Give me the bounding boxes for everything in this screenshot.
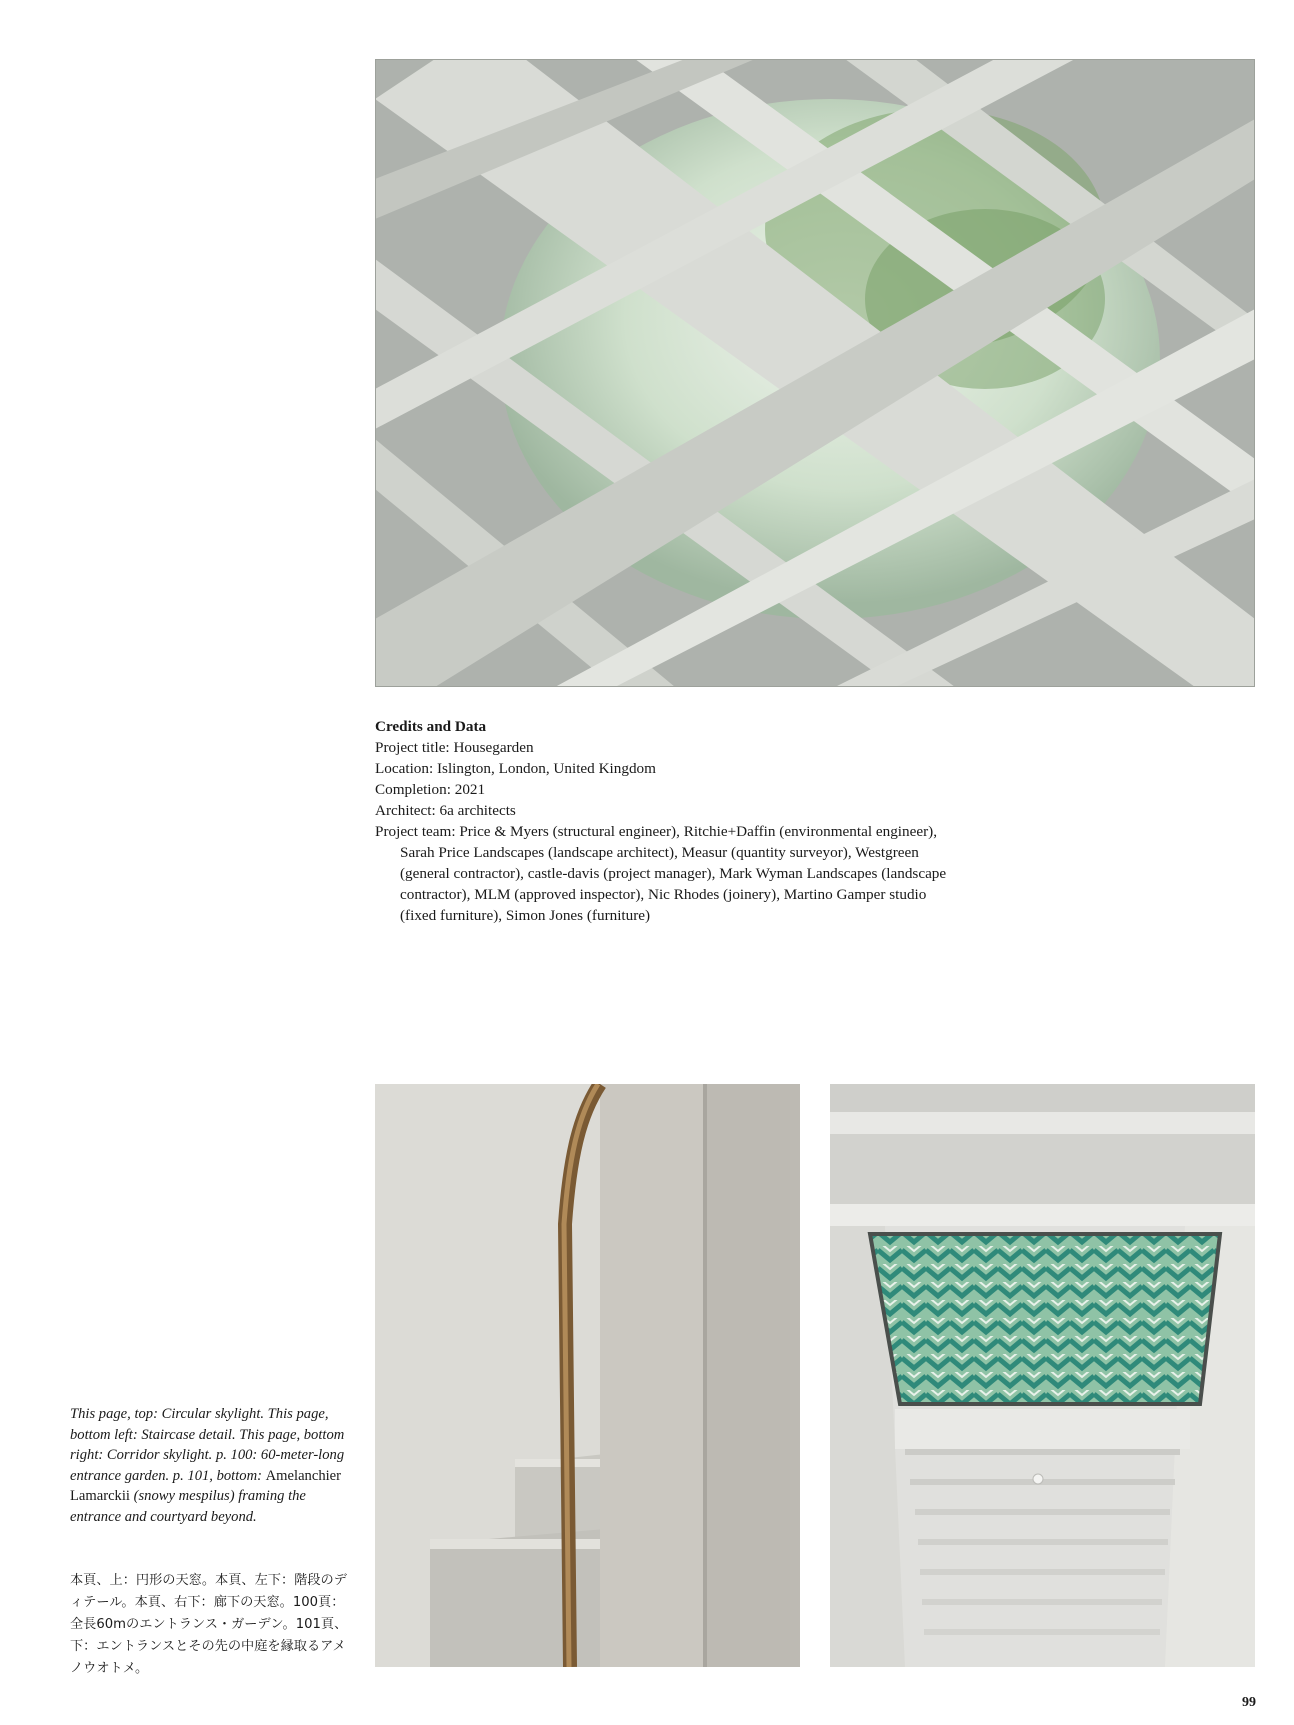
credits-architect: Architect: 6a architects — [375, 802, 516, 819]
caption-english-part1: This page, top: Circular skylight. This page, bottom left: Staircase detail. This page, bottom right: Corridor skylight. p. 100: 60-meter-long entrance garden. p. 101, bottom: — [70, 1406, 345, 1484]
staircase-detail-image — [375, 1084, 800, 1667]
caption-japanese: 本頁、上：円形の天窓。本頁、左下：階段のディテール。本頁、右下：廊下の天窓。100頁：全長60mのエントランス・ガーデン。101頁、下：エントランスとその先の中庭を縁取るアメノウオトメ。 — [70, 1573, 348, 1676]
credits-project-team: Project team: Price & Myers (structural engineer), Ritchie+Daffin (environmental engineer), Sarah Price Landscapes (landscape architect), Measur (quantity surveyor), Westgreen (general contractor), castle-davis (project manager), Mark Wyman Landscapes (landscape contractor), MLM (approved inspector), Nic Rhodes (joinery), Martino Gamper studio (fixed furniture), Simon Jones (furniture) — [375, 823, 947, 924]
caption-english-part3: (snowy mespilus) framing the entrance and courtyard beyond. — [70, 1488, 306, 1525]
credits-and-data — [375, 716, 955, 926]
credits-completion: Completion: 2021 — [375, 781, 486, 798]
staircase-detail-photo — [375, 1084, 800, 1667]
corridor-skylight-photo — [830, 1084, 1255, 1667]
circular-skylight-photo — [375, 59, 1255, 687]
circular-skylight-image — [375, 59, 1255, 687]
caption-english-plant-name: Amelanchier Lamarckii — [70, 1467, 342, 1504]
page-number: 99 — [1242, 1695, 1256, 1710]
credits-location: Location: Islington, London, United Kingdom — [375, 760, 656, 777]
corridor-skylight-image — [830, 1084, 1255, 1667]
caption-english — [70, 1404, 350, 1527]
credits-project-title: Project title: Housegarden — [375, 739, 534, 756]
credits-heading: Credits and Data — [375, 718, 487, 735]
